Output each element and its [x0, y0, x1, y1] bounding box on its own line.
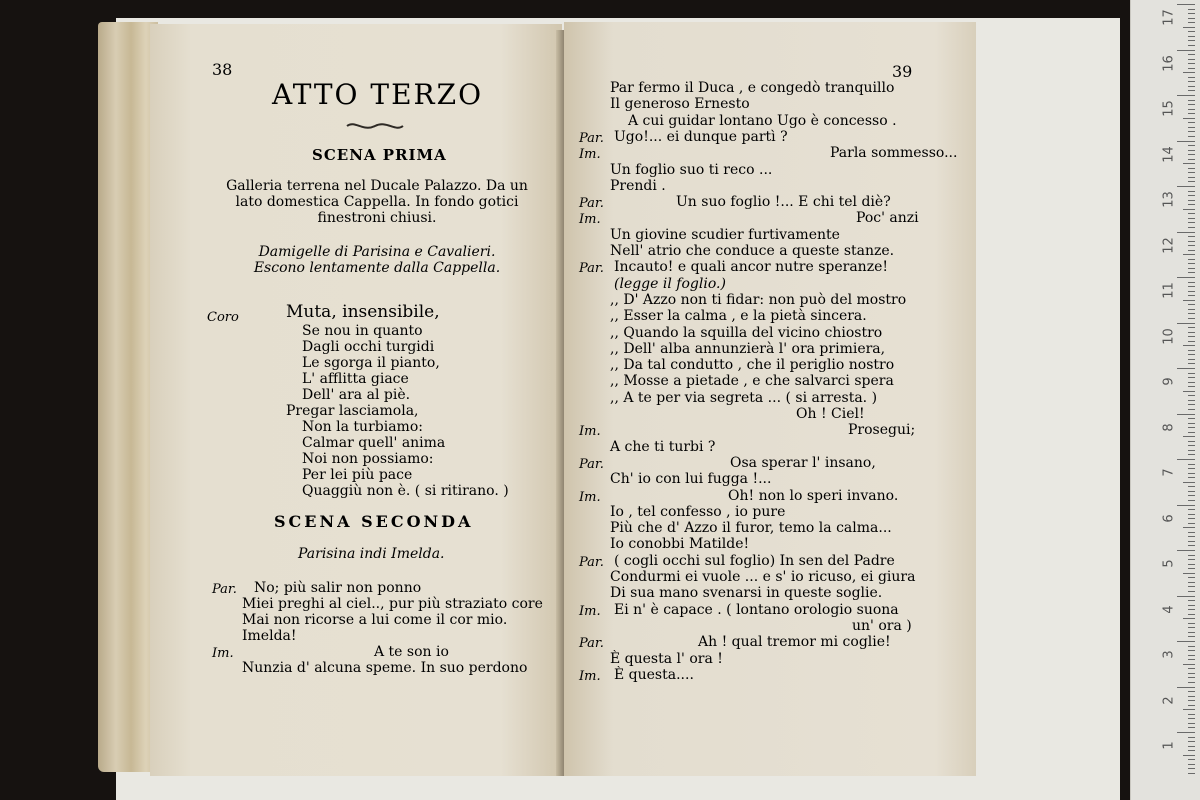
ruler-tick — [1177, 50, 1195, 51]
ruler-tick — [1188, 259, 1195, 260]
ruler-tick — [1188, 759, 1195, 760]
dialogue-line: ,, Mosse a pietade , e che salvarci spera — [610, 373, 894, 390]
chorus-line: Pregar lasciamola, — [286, 403, 419, 419]
dialogue-line: Osa sperar l' insano, — [730, 454, 876, 471]
ruler-number: 12 — [1161, 236, 1177, 254]
ruler-tick — [1188, 668, 1195, 669]
ruler-tick — [1188, 136, 1195, 137]
ruler-tick — [1183, 391, 1195, 392]
dialogue-line: Un suo foglio !... E chi tel diè? — [676, 194, 891, 211]
ruler-tick — [1188, 227, 1195, 228]
ruler-tick — [1188, 718, 1195, 719]
ruler-tick — [1188, 332, 1195, 333]
ruler-tick — [1188, 395, 1195, 396]
dialogue-line: No; più salir non ponno — [254, 580, 422, 596]
ruler-tick — [1183, 527, 1195, 528]
ruler-tick — [1188, 236, 1195, 237]
ruler-tick — [1188, 109, 1195, 110]
dialogue-speaker: Im. — [579, 212, 601, 228]
stage-direction-1: Damigelle di Parisina e Cavalieri. — [258, 244, 496, 260]
ruler-tick — [1188, 154, 1195, 155]
ruler-tick — [1188, 445, 1195, 446]
ruler-tick — [1188, 100, 1195, 101]
chorus-line: Non la turbiamo: — [302, 419, 423, 435]
ruler-tick — [1188, 90, 1195, 91]
ruler-tick — [1188, 691, 1195, 692]
ruler-tick — [1188, 564, 1195, 565]
ruler-tick — [1183, 300, 1195, 301]
ruler-number: 1 — [1161, 741, 1177, 750]
ruler-tick — [1188, 705, 1195, 706]
chorus-line: Le sgorga il pianto, — [302, 355, 440, 371]
ruler-tick — [1188, 68, 1195, 69]
ruler-tick — [1188, 623, 1195, 624]
ruler-tick — [1188, 181, 1195, 182]
ruler-tick — [1188, 295, 1195, 296]
ruler-tick — [1183, 436, 1195, 437]
ruler-tick — [1188, 40, 1195, 41]
dialogue-line: un' ora ) — [852, 617, 912, 634]
dialogue-speaker: Im. — [579, 489, 601, 505]
dialogue-speaker: Im. — [579, 603, 601, 619]
ruler-tick — [1188, 168, 1195, 169]
ruler-number: 17 — [1161, 9, 1177, 26]
ruler-tick — [1188, 9, 1195, 10]
ruler-tick — [1188, 737, 1195, 738]
dialogue-line: ( cogli occhi sul foglio) In sen del Padre — [614, 552, 895, 569]
ruler-tick — [1188, 582, 1195, 583]
ruler-tick — [1177, 232, 1195, 233]
dialogue-line: Parla sommesso... — [830, 145, 958, 162]
ruler-tick — [1188, 177, 1195, 178]
ruler-tick — [1188, 768, 1195, 769]
ruler-number: 7 — [1161, 468, 1177, 477]
ruler-tick — [1188, 341, 1195, 342]
ruler-tick — [1188, 268, 1195, 269]
dialogue-line: Un foglio suo ti reco ... — [610, 161, 773, 178]
ruler-tick — [1177, 186, 1195, 187]
ruler-tick — [1177, 596, 1195, 597]
ruler-number: 15 — [1161, 100, 1177, 117]
dialogue-line: Mai non ricorse a lui come il cor mio. — [242, 612, 508, 628]
ornament-icon — [345, 120, 405, 132]
measuring-ruler — [1130, 0, 1200, 800]
dialogue-line: ,, Esser la calma , e la pietà sincera. — [610, 308, 867, 325]
ruler-tick — [1188, 31, 1195, 32]
ruler-tick — [1183, 163, 1195, 164]
ruler-number: 11 — [1161, 282, 1177, 299]
ruler-tick — [1188, 145, 1195, 146]
ruler-tick — [1188, 250, 1195, 251]
ruler-number: 2 — [1161, 695, 1177, 705]
chorus-speaker: Coro — [207, 310, 239, 325]
ruler-tick — [1188, 659, 1195, 660]
ruler-tick — [1177, 277, 1195, 278]
dialogue-line: ,, Dell' alba annunzierà l' ora primiera, — [610, 340, 886, 357]
ruler-tick — [1188, 636, 1195, 637]
ruler-tick — [1183, 209, 1195, 210]
dialogue-line: Prendi . — [610, 177, 666, 194]
ruler-tick — [1188, 714, 1195, 715]
ruler-tick — [1188, 350, 1195, 351]
ruler-tick — [1188, 22, 1195, 23]
ruler-tick — [1188, 632, 1195, 633]
ruler-tick — [1188, 655, 1195, 656]
dialogue-line: Oh! non lo speri invano. — [728, 487, 899, 504]
ruler-tick — [1188, 568, 1195, 569]
ruler-tick — [1188, 514, 1195, 515]
dialogue-speaker: Im. — [579, 424, 601, 440]
ruler-tick — [1183, 618, 1195, 619]
ruler-tick — [1188, 150, 1195, 151]
chorus-line: L' afflitta giace — [302, 371, 409, 387]
dialogue-speaker: Par. — [579, 636, 604, 652]
dialogue-line: ,, Quando la squilla del vicino chiostro — [610, 324, 883, 341]
ruler-tick — [1188, 532, 1195, 533]
scene-two-heading: SCENA SECONDA — [274, 512, 474, 531]
ruler-tick — [1188, 104, 1195, 105]
ruler-tick — [1188, 86, 1195, 87]
dialogue-line: Poc' anzi — [856, 210, 919, 227]
dialogue-line: Io , tel confesso , io pure — [610, 503, 786, 520]
ruler-tick — [1188, 677, 1195, 678]
ruler-tick — [1177, 459, 1195, 460]
dialogue-speaker: Par. — [212, 582, 237, 597]
dialogue-speaker: Par. — [579, 196, 604, 212]
ruler-tick — [1188, 359, 1195, 360]
dialogue-line: Il generoso Ernesto — [610, 96, 750, 113]
dialogue-line: ,, D' Azzo non ti fidar: non può del mostro — [610, 291, 907, 308]
ruler-tick — [1188, 241, 1195, 242]
ruler-tick — [1188, 477, 1195, 478]
ruler-tick — [1177, 550, 1195, 551]
ruler-tick — [1188, 609, 1195, 610]
ruler-tick — [1188, 45, 1195, 46]
dialogue-line: Incauto! e quali ancor nutre speranze! — [614, 259, 888, 276]
chorus-line: Calmar quell' anima — [302, 435, 446, 451]
ruler-tick — [1188, 577, 1195, 578]
ruler-number: 8 — [1161, 422, 1177, 432]
ruler-tick — [1177, 323, 1195, 324]
ruler-tick — [1188, 673, 1195, 674]
ruler-tick — [1188, 327, 1195, 328]
ruler-tick — [1188, 495, 1195, 496]
ruler-tick — [1188, 222, 1195, 223]
setting-line-3: finestroni chiusi. — [317, 210, 437, 226]
dialogue-line: ,, A te per via segreta ... ( si arresta. ) — [610, 389, 878, 406]
ruler-tick — [1188, 518, 1195, 519]
ruler-tick — [1188, 541, 1195, 542]
ruler-tick — [1188, 113, 1195, 114]
ruler-tick — [1177, 732, 1195, 733]
ruler-tick — [1183, 118, 1195, 119]
ruler-tick — [1188, 586, 1195, 587]
ruler-tick — [1188, 559, 1195, 560]
ruler-tick — [1188, 591, 1195, 592]
ruler-tick — [1188, 646, 1195, 647]
ruler-tick — [1188, 764, 1195, 765]
ruler-tick — [1188, 523, 1195, 524]
ruler-tick — [1188, 773, 1195, 774]
ruler-tick — [1188, 363, 1195, 364]
ruler-tick — [1188, 600, 1195, 601]
dialogue-line: Condurmi ei vuole ... e s' io ricuso, ei giura — [610, 569, 916, 585]
ruler-tick — [1188, 555, 1195, 556]
ruler-tick — [1188, 127, 1195, 128]
ruler-tick — [1183, 482, 1195, 483]
right-page-number: 39 — [892, 62, 913, 81]
dialogue-line: Ei n' è capace . ( lontano orologio suona — [614, 601, 899, 618]
ruler-tick — [1188, 486, 1195, 487]
chorus-line: Dagli occhi turgidi — [302, 339, 435, 355]
dialogue-line: Miei preghi al ciel.., pur più straziato core — [242, 596, 543, 612]
ruler-tick — [1188, 54, 1195, 55]
dialogue-line: Ugo!... ei dunque partì ? — [614, 128, 788, 145]
dialogue-speaker: Im. — [579, 147, 601, 163]
ruler-tick — [1188, 750, 1195, 751]
ruler-tick — [1188, 473, 1195, 474]
ruler-number: 9 — [1161, 377, 1177, 386]
stage-direction-2: Escono lentamente dalla Cappella. — [253, 260, 501, 276]
ruler-tick — [1188, 200, 1195, 201]
ruler-tick — [1183, 72, 1195, 73]
ruler-tick — [1188, 696, 1195, 697]
chorus-line: Se nou in quanto — [302, 323, 423, 339]
ruler-number: 4 — [1161, 604, 1177, 614]
ruler-tick — [1188, 464, 1195, 465]
ruler-tick — [1188, 432, 1195, 433]
dialogue-speaker: Im. — [579, 668, 601, 684]
dialogue-line: È questa l' ora ! — [610, 650, 723, 667]
ruler-tick — [1188, 318, 1195, 319]
ruler-tick — [1188, 59, 1195, 60]
ruler-tick — [1188, 18, 1195, 19]
ruler-tick — [1188, 682, 1195, 683]
ruler-tick — [1188, 309, 1195, 310]
ruler-tick — [1188, 400, 1195, 401]
dialogue-line: Un giovine scudier furtivamente — [610, 226, 840, 243]
ruler-tick — [1188, 409, 1195, 410]
dialogue-line: Di sua mano svenarsi in queste soglie. — [610, 585, 883, 602]
dialogue-speaker: Par. — [579, 456, 604, 472]
dialogue-line: È questa.... — [614, 666, 694, 683]
ruler-tick — [1188, 418, 1195, 419]
dialogue-line: Prosegui; — [848, 422, 916, 439]
dialogue-line: ,, Da tal condutto , che il periglio nostro — [610, 357, 895, 374]
dialogue-speaker: Par. — [579, 261, 604, 277]
ruler-number: 6 — [1161, 513, 1177, 523]
ruler-tick — [1188, 172, 1195, 173]
chorus-line: Dell' ara al piè. — [302, 387, 411, 403]
ruler-tick — [1188, 81, 1195, 82]
ruler-tick — [1177, 505, 1195, 506]
ruler-tick — [1177, 95, 1195, 96]
chorus-line: Per lei più pace — [302, 467, 413, 483]
scene-two-direction: Parisina indi Imelda. — [298, 546, 445, 562]
ruler-tick — [1188, 272, 1195, 273]
ruler-tick — [1188, 195, 1195, 196]
dialogue-line: Oh ! Ciel! — [796, 406, 865, 422]
ruler-tick — [1188, 204, 1195, 205]
ruler-number: 16 — [1161, 54, 1177, 72]
ruler-tick — [1188, 700, 1195, 701]
ruler-tick — [1188, 373, 1195, 374]
dialogue-line: A te son io — [374, 644, 449, 660]
ruler-tick — [1188, 741, 1195, 742]
dialogue-line: Nell' atrio che conduce a queste stanze. — [610, 243, 895, 259]
ruler-tick — [1188, 354, 1195, 355]
ruler-tick — [1188, 509, 1195, 510]
ruler-tick — [1188, 468, 1195, 469]
ruler-tick — [1188, 500, 1195, 501]
ruler-tick — [1188, 291, 1195, 292]
ruler-tick — [1177, 368, 1195, 369]
ruler-tick — [1188, 491, 1195, 492]
ruler-tick — [1188, 213, 1195, 214]
dialogue-line: A che ti turbi ? — [610, 438, 716, 455]
dialogue-line: Par fermo il Duca , e congedò tranquillo — [610, 80, 895, 96]
dialogue-line: Ah ! qual tremor mi coglie! — [698, 634, 891, 651]
ruler-tick — [1188, 263, 1195, 264]
dialogue-line: Io conobbi Matilde! — [610, 536, 750, 553]
ruler-tick — [1183, 27, 1195, 28]
ruler-tick — [1188, 131, 1195, 132]
ruler-tick — [1183, 755, 1195, 756]
ruler-number: 14 — [1161, 145, 1177, 163]
ruler-tick — [1188, 282, 1195, 283]
ruler-tick — [1188, 727, 1195, 728]
ruler-tick — [1188, 77, 1195, 78]
ruler-tick — [1183, 345, 1195, 346]
ruler-tick — [1188, 304, 1195, 305]
ruler-tick — [1188, 386, 1195, 387]
ruler-tick — [1183, 254, 1195, 255]
page-edges — [98, 22, 158, 772]
ruler-number: 5 — [1161, 559, 1177, 568]
ruler-tick — [1188, 36, 1195, 37]
ruler-tick — [1188, 536, 1195, 537]
dialogue-speaker: Par. — [579, 554, 604, 570]
ruler-tick — [1188, 159, 1195, 160]
ruler-tick — [1188, 454, 1195, 455]
dialogue-line: (legge il foglio.) — [614, 275, 726, 292]
dialogue-line: Nunzia d' alcuna speme. In suo perdono — [242, 660, 528, 676]
ruler-tick — [1188, 313, 1195, 314]
ruler-tick — [1188, 427, 1195, 428]
ruler-tick — [1177, 141, 1195, 142]
ruler-tick — [1188, 286, 1195, 287]
dialogue-speaker: Par. — [579, 130, 604, 146]
ruler-tick — [1188, 423, 1195, 424]
ruler-tick — [1188, 650, 1195, 651]
ruler-tick — [1188, 404, 1195, 405]
left-page-number: 38 — [212, 60, 233, 79]
ruler-number: 10 — [1161, 327, 1177, 345]
setting-line-2: lato domestica Cappella. In fondo gotici — [235, 194, 519, 210]
ruler-tick — [1188, 13, 1195, 14]
ruler-tick — [1188, 336, 1195, 337]
ruler-tick — [1177, 641, 1195, 642]
ruler-tick — [1177, 687, 1195, 688]
ruler-tick — [1188, 723, 1195, 724]
dialogue-line: Ch' io con lui fugga !... — [610, 471, 772, 488]
ruler-tick — [1188, 545, 1195, 546]
ruler-number: 3 — [1161, 650, 1177, 659]
ruler-tick — [1183, 709, 1195, 710]
ruler-tick — [1177, 414, 1195, 415]
ruler-number: 13 — [1161, 191, 1177, 208]
ruler-tick — [1188, 63, 1195, 64]
setting-line-1: Galleria terrena nel Ducale Palazzo. Da un — [226, 178, 528, 194]
chorus-line: Noi non possiamo: — [302, 451, 434, 467]
scene-one-heading: SCENA PRIMA — [312, 146, 447, 164]
ruler-tick — [1188, 218, 1195, 219]
chorus-line: Quaggiù non è. ( si ritirano. ) — [302, 483, 509, 499]
ruler-tick — [1188, 450, 1195, 451]
ruler-tick — [1188, 627, 1195, 628]
act-title: ATTO TERZO — [272, 78, 484, 111]
ruler-tick — [1188, 605, 1195, 606]
ruler-tick — [1188, 746, 1195, 747]
ruler-tick — [1188, 377, 1195, 378]
dialogue-line: Imelda! — [242, 628, 297, 644]
dialogue-speaker: Im. — [212, 646, 234, 661]
ruler-tick — [1188, 614, 1195, 615]
ruler-tick — [1188, 122, 1195, 123]
ruler-tick — [1188, 245, 1195, 246]
ruler-tick — [1188, 191, 1195, 192]
ruler-tick — [1183, 573, 1195, 574]
ruler-tick — [1188, 441, 1195, 442]
ruler-tick — [1183, 664, 1195, 665]
chorus-line: Muta, insensibile, — [286, 302, 440, 322]
ruler-tick — [1177, 4, 1195, 5]
ruler-tick — [1188, 382, 1195, 383]
dialogue-line: Più che d' Azzo il furor, temo la calma... — [610, 520, 892, 537]
dialogue-line: A cui guidar lontano Ugo è concesso . — [628, 112, 897, 129]
